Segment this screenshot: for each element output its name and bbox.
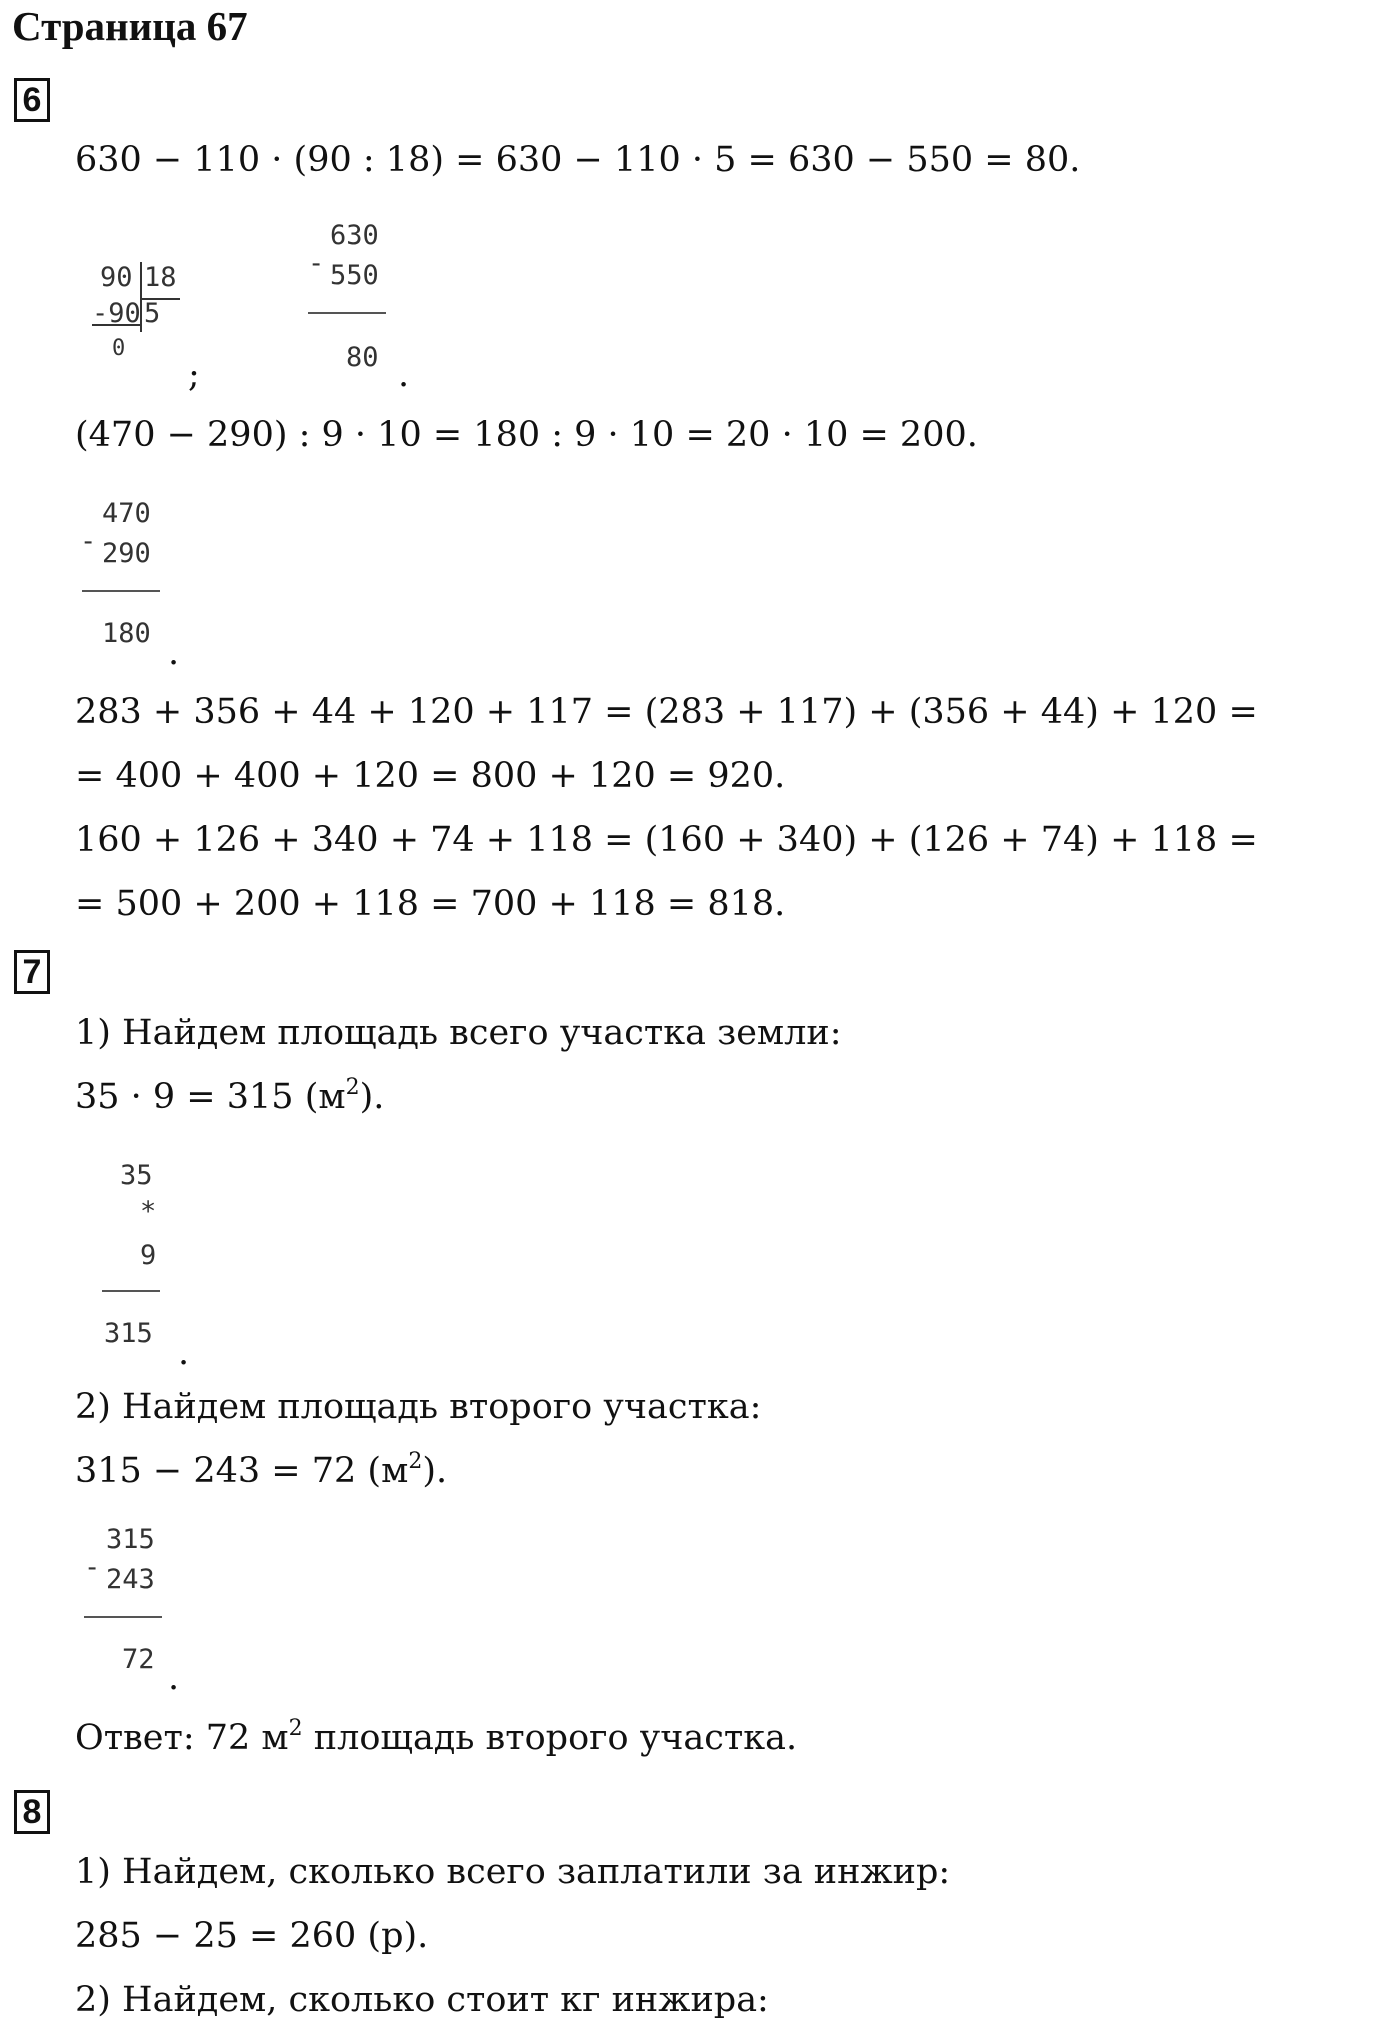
task-number-6: 6 [14, 78, 50, 122]
result-line [308, 312, 386, 314]
division-dividend: 90 [100, 262, 133, 293]
minuend: 315 [106, 1524, 155, 1555]
division-remainder: 0 [112, 336, 126, 361]
task-number-8: 8 [14, 1790, 50, 1834]
result-line [84, 1616, 162, 1618]
difference: 80 [346, 342, 379, 373]
end-dot: . [168, 1658, 180, 1698]
column-multiplication [102, 1160, 182, 1360]
minus-sign: - [84, 1552, 101, 1583]
superscript: 2 [288, 1716, 303, 1741]
column-subtraction [84, 1524, 164, 1674]
step-text: 1) Найдем площадь всего участка земли: [75, 1013, 842, 1053]
answer-start: Ответ: 72 м [75, 1718, 289, 1758]
equation-line: = 400 + 400 + 120 = 800 + 120 = 920. [75, 756, 786, 796]
multiplicand: 35 [120, 1160, 153, 1191]
division-subtrahend: -90 [92, 298, 141, 329]
page-title: Страница 67 [12, 3, 248, 49]
step-text: 1) Найдем, сколько всего заплатили за инжир: [75, 1852, 951, 1892]
answer-end: площадь второго участка. [302, 1718, 798, 1758]
minus-sign: - [80, 526, 97, 557]
end-dot: . [398, 355, 410, 395]
division-horizontal-line [140, 298, 180, 300]
subtrahend: 550 [330, 260, 379, 291]
equation-text: 315 − 243 = 72 (м [75, 1451, 409, 1491]
long-division [92, 262, 177, 510]
equation-line [75, 1077, 384, 1117]
equation-line: 285 − 25 = 260 (р). [75, 1916, 429, 1956]
superscript: 2 [345, 1075, 360, 1100]
end-dot: . [178, 1333, 190, 1373]
column-subtraction [308, 220, 388, 373]
difference: 180 [102, 618, 151, 649]
division-divisor: 18 [144, 262, 177, 293]
column-subtraction [80, 498, 160, 648]
equation-line [75, 1451, 447, 1491]
superscript: 2 [408, 1449, 423, 1474]
equation-line: 160 + 126 + 340 + 74 + 118 = (160 + 340) + (126 + 74) + 118 = [75, 820, 1258, 860]
result-line [102, 1290, 160, 1292]
equation-line: 630 − 110 · (90 : 18) = 630 − 110 · 5 = 630 − 550 = 80. [75, 140, 1081, 180]
answer-text [75, 1718, 797, 1758]
product: 315 [104, 1318, 153, 1349]
subtrahend: 243 [106, 1564, 155, 1595]
division-vertical-line [140, 262, 142, 332]
minuend: 630 [330, 220, 379, 251]
equation-line: 283 + 356 + 44 + 120 + 117 = (283 + 117) + (356 + 44) + 120 = [75, 692, 1258, 732]
result-line [82, 590, 160, 592]
step-text: 2) Найдем, сколько стоит кг инжира: [75, 1980, 769, 2020]
minuend: 470 [102, 498, 151, 529]
difference: 72 [122, 1644, 155, 1675]
division-quotient: 5 [144, 298, 161, 329]
multiplier: 9 [140, 1240, 157, 1271]
task-number-7: 7 [14, 950, 50, 994]
equation-line: (470 − 290) : 9 · 10 = 180 : 9 · 10 = 20 · 10 = 200. [75, 415, 978, 455]
equation-end: ). [359, 1077, 385, 1117]
equation-end: ). [422, 1451, 448, 1491]
multiply-sign: * [140, 1196, 157, 1227]
separator: ; [188, 355, 200, 395]
subtrahend: 290 [102, 538, 151, 569]
equation-line: = 500 + 200 + 118 = 700 + 118 = 818. [75, 884, 786, 924]
minus-sign: - [308, 248, 325, 279]
end-dot: . [168, 633, 180, 673]
step-text: 2) Найдем площадь второго участка: [75, 1387, 762, 1427]
equation-text: 35 · 9 = 315 (м [75, 1077, 346, 1117]
